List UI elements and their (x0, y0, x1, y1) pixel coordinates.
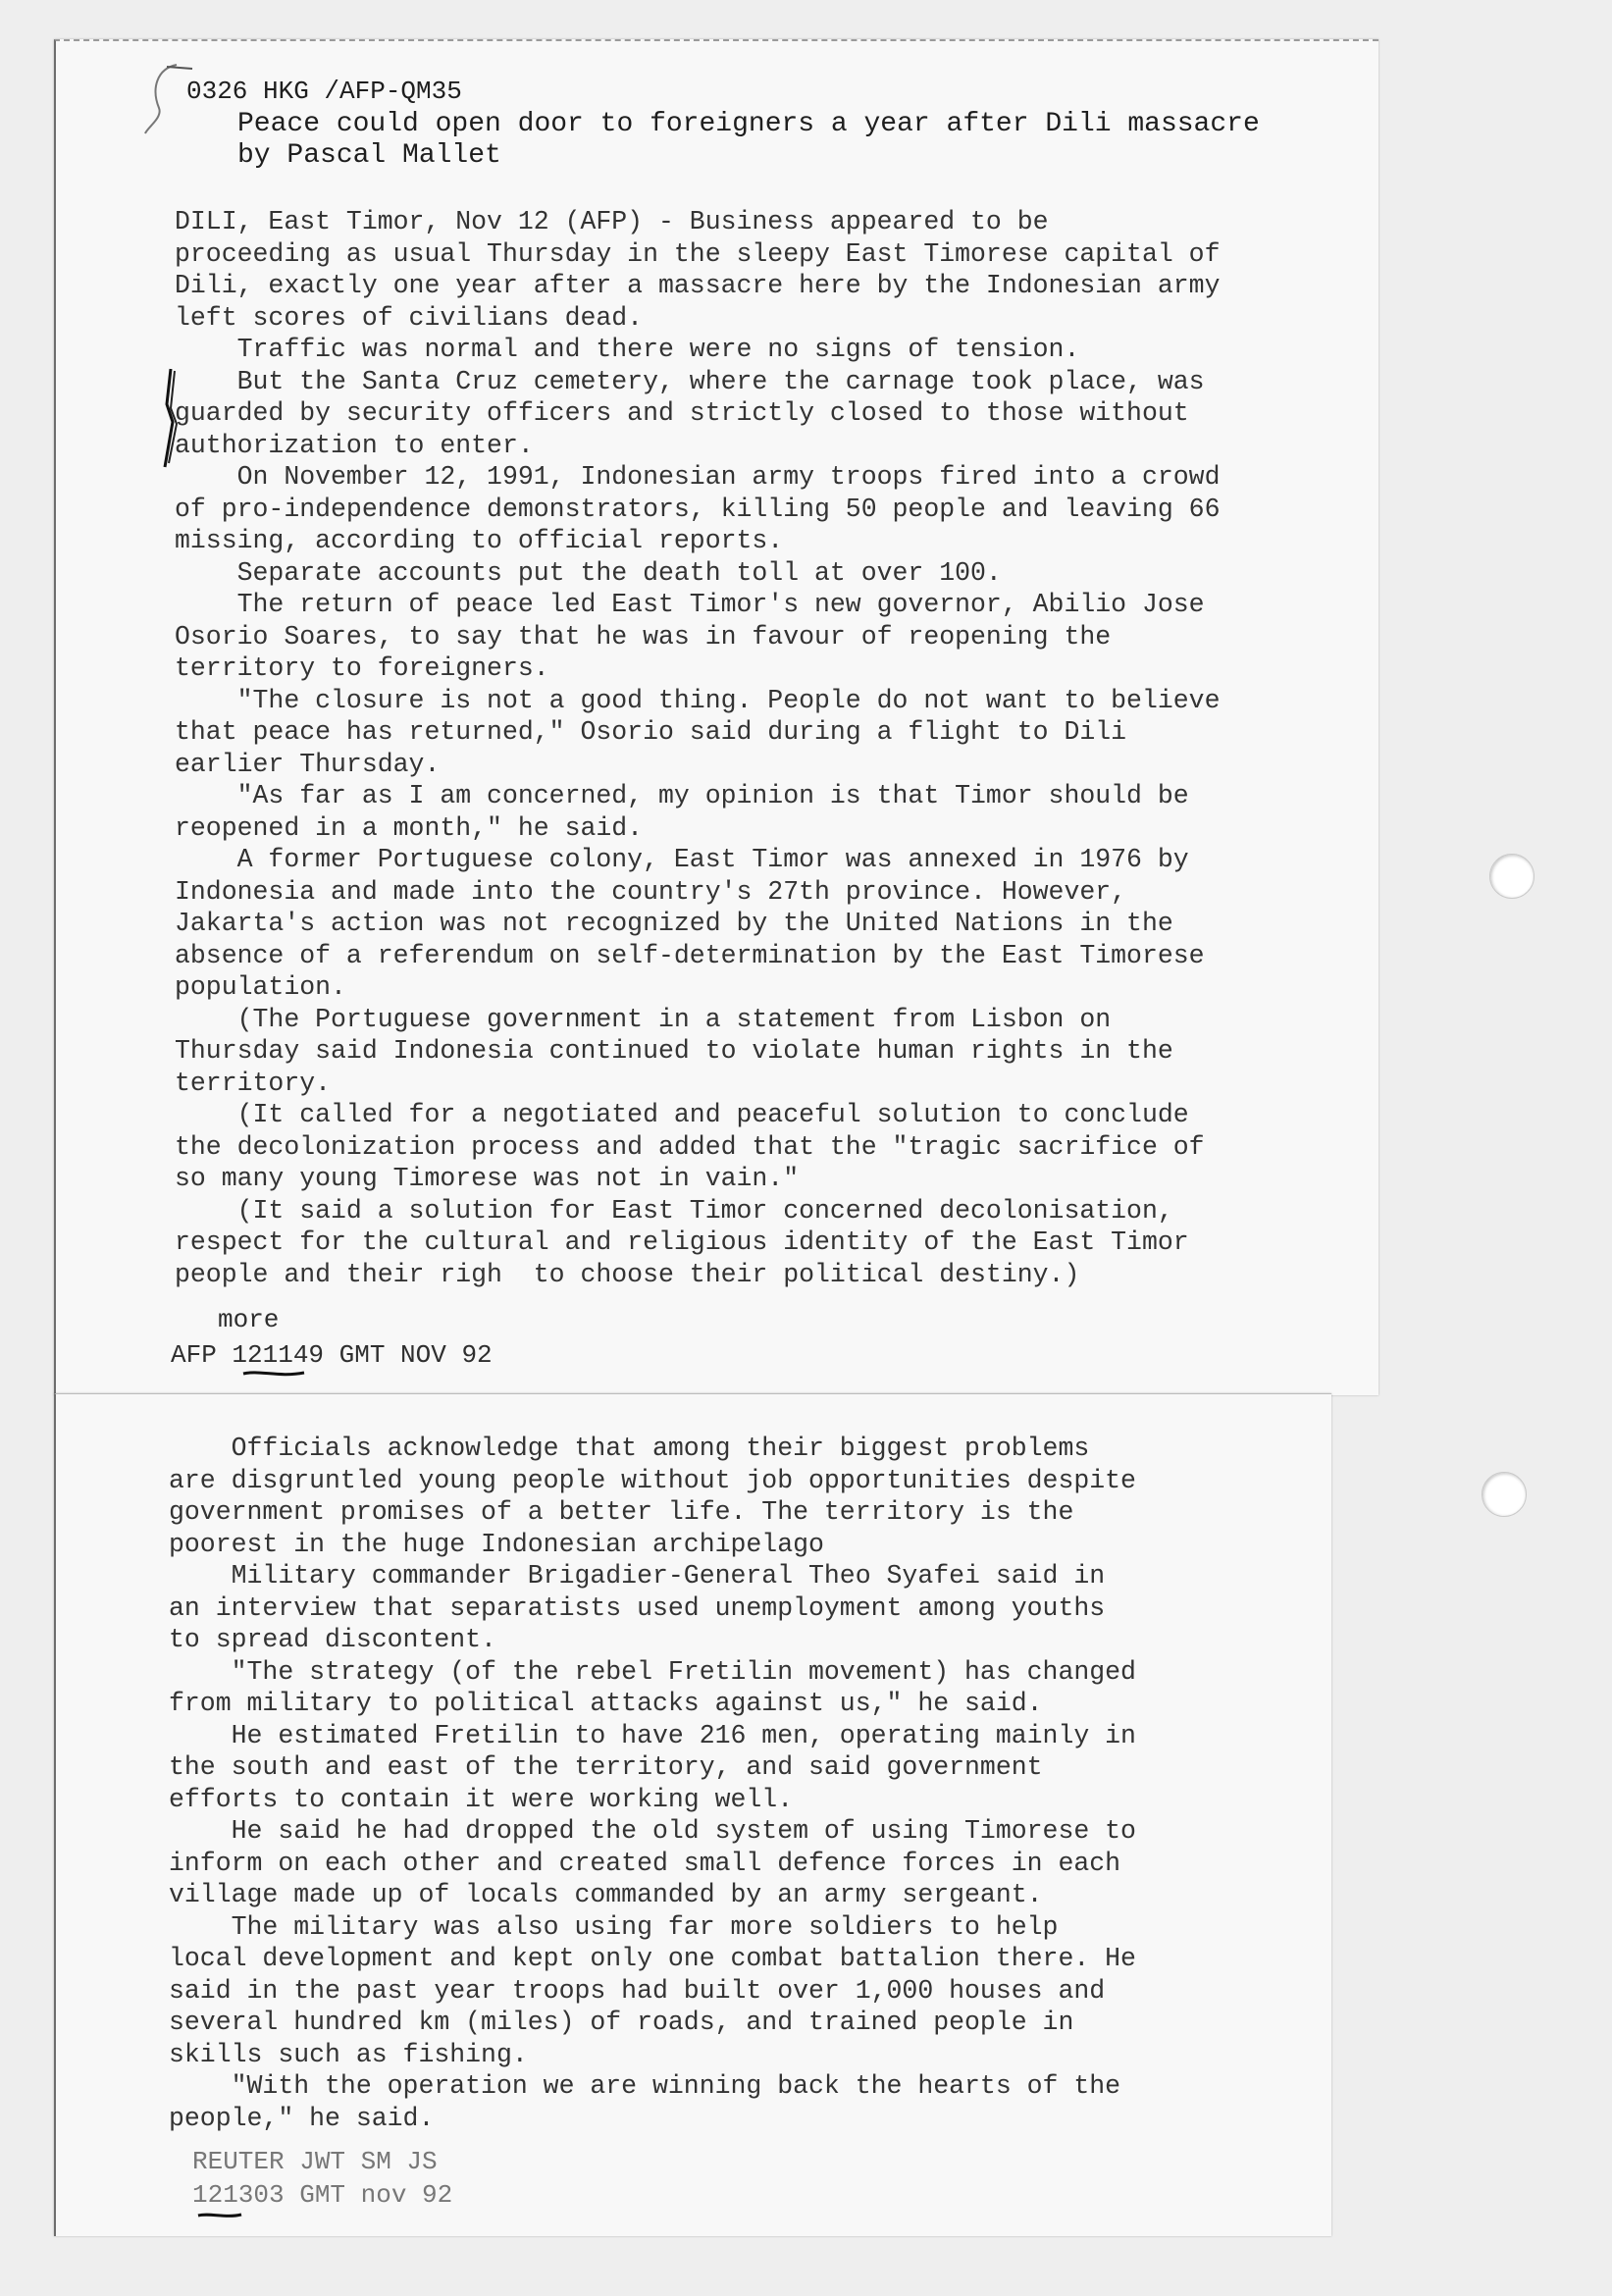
punch-hole-icon (1482, 1472, 1527, 1517)
reuter-timestamp: 121303 GMT nov 92 (192, 2180, 453, 2210)
text-line: people," he said. (169, 2103, 435, 2133)
text-line: But the Santa Cruz cemetery, where the carnage took place, was (175, 366, 1205, 396)
text-line: territory. (175, 1068, 332, 1098)
text-line: that peace has returned," Osorio said during a flight to Dili (175, 717, 1127, 747)
text-line: absence of a referendum on self-determination by the East Timorese (175, 940, 1205, 970)
text-line: village made up of locals commanded by an army sergeant. (169, 1880, 1043, 1909)
text-line: to spread discontent. (169, 1625, 496, 1654)
text-line: an interview that separatists used unemployment among youths (169, 1592, 1106, 1623)
text-line: "The closure is not a good thing. People do not want to believe (175, 685, 1221, 715)
text-line: Jakarta's action was not recognized by the United Nations in the (175, 909, 1173, 938)
text-line: authorization to enter. (175, 430, 534, 460)
afp-story-body (175, 206, 1220, 1290)
text-line: people and their righ to choose their political destiny.) (175, 1259, 1080, 1289)
text-line: He said he had dropped the old system of using Timorese to (169, 1816, 1136, 1846)
text-line: Military commander Brigadier-General Theo Syafei said in (169, 1561, 1106, 1591)
text-line: missing, according to official reports. (175, 526, 784, 555)
text-line: DILI, East Timor, Nov 12 (AFP) - Business appeared to be (175, 207, 1049, 236)
text-line: poorest in the huge Indonesian archipelago (169, 1529, 824, 1559)
text-line: of pro-independence demonstrators, killing 50 people and leaving 66 (175, 494, 1221, 524)
reuter-slug: REUTER JWT SM JS (192, 2147, 438, 2176)
text-line: respect for the cultural and religious identity of the East Timor (175, 1227, 1189, 1257)
text-line: said in the past year troops had built over 1,000 houses and (169, 1975, 1106, 2006)
text-line: Officials acknowledge that among their biggest problems (169, 1434, 1090, 1463)
text-line: guarded by security officers and strictly closed to those without (175, 398, 1189, 428)
text-line: proceeding as usual Thursday in the sleepy East Timorese capital of (175, 238, 1221, 269)
afp-slug: AFP 121149 GMT NOV 92 (171, 1340, 493, 1370)
text-line: The return of peace led East Timor's new governor, Abilio Jose (175, 590, 1205, 619)
text-line: local development and kept only one combat battalion there. He (169, 1944, 1136, 1973)
text-line: "With the operation we are winning back the hearts of the (169, 2071, 1121, 2101)
margin-mark-icon (157, 365, 186, 473)
text-line: inform on each other and created small defence forces in each (169, 1848, 1121, 1878)
more-marker: more (218, 1305, 280, 1334)
reuter-story-body (169, 1433, 1136, 2134)
byline: by Pascal Mallet (237, 140, 501, 171)
text-line: Osorio Soares, to say that he was in favour of reopening the (175, 621, 1112, 652)
text-line: "As far as I am concerned, my opinion is that Timor should be (175, 781, 1189, 810)
headline: Peace could open door to foreigners a year after Dili massacre (237, 109, 1260, 139)
wire-reference: 0326 HKG /AFP-QM35 (186, 77, 462, 106)
text-line: On November 12, 1991, Indonesian army troops fired into a crowd (175, 462, 1221, 492)
text-line: left scores of civilians dead. (175, 302, 644, 333)
text-line: government promises of a better life. The territory is the (169, 1497, 1074, 1527)
text-line: Separate accounts put the death toll at over 100. (175, 557, 1002, 588)
text-line: reopened in a month," he said. (175, 812, 644, 843)
text-line: A former Portuguese colony, East Timor was annexed in 1976 by (175, 845, 1189, 874)
underline-mark-icon (196, 2210, 245, 2221)
text-line: skills such as fishing. (169, 2039, 528, 2069)
underline-mark-icon (239, 1368, 308, 1380)
text-line: Dili, exactly one year after a massacre here by the Indonesian army (175, 271, 1221, 300)
text-line: (The Portuguese government in a statement from Lisbon on (175, 1004, 1112, 1034)
text-line: from military to political attacks against us," he said. (169, 1689, 1043, 1718)
text-line: the south and east of the territory, and said government (169, 1752, 1043, 1782)
text-line: He estimated Fretilin to have 216 men, operating mainly in (169, 1720, 1136, 1750)
text-line: Thursday said Indonesia continued to violate human rights in the (175, 1036, 1173, 1066)
text-line: so many young Timorese was not in vain." (175, 1164, 800, 1193)
text-line: the decolonization process and added that the "tragic sacrifice of (175, 1131, 1205, 1162)
text-line: population. (175, 972, 346, 1002)
text-line: earlier Thursday. (175, 749, 441, 779)
text-line: (It called for a negotiated and peaceful solution to conclude (175, 1100, 1189, 1129)
text-line: The military was also using far more soldiers to help (169, 1911, 1059, 1942)
corner-scribble-icon (137, 59, 196, 137)
text-line: "The strategy (of the rebel Fretilin movement) has changed (169, 1656, 1136, 1687)
text-line: several hundred km (miles) of roads, and trained people in (169, 2008, 1074, 2037)
text-line: (It said a solution for East Timor concerned decolonisation, (175, 1195, 1173, 1226)
text-line: territory to foreigners. (175, 653, 549, 683)
text-line: are disgruntled young people without job opportunities despite (169, 1465, 1136, 1495)
punch-hole-icon (1489, 854, 1534, 899)
text-line: efforts to contain it were working well. (169, 1784, 794, 1814)
text-line: Traffic was normal and there were no signs of tension. (175, 335, 1080, 364)
text-line: Indonesia and made into the country's 27th province. However, (175, 876, 1127, 907)
